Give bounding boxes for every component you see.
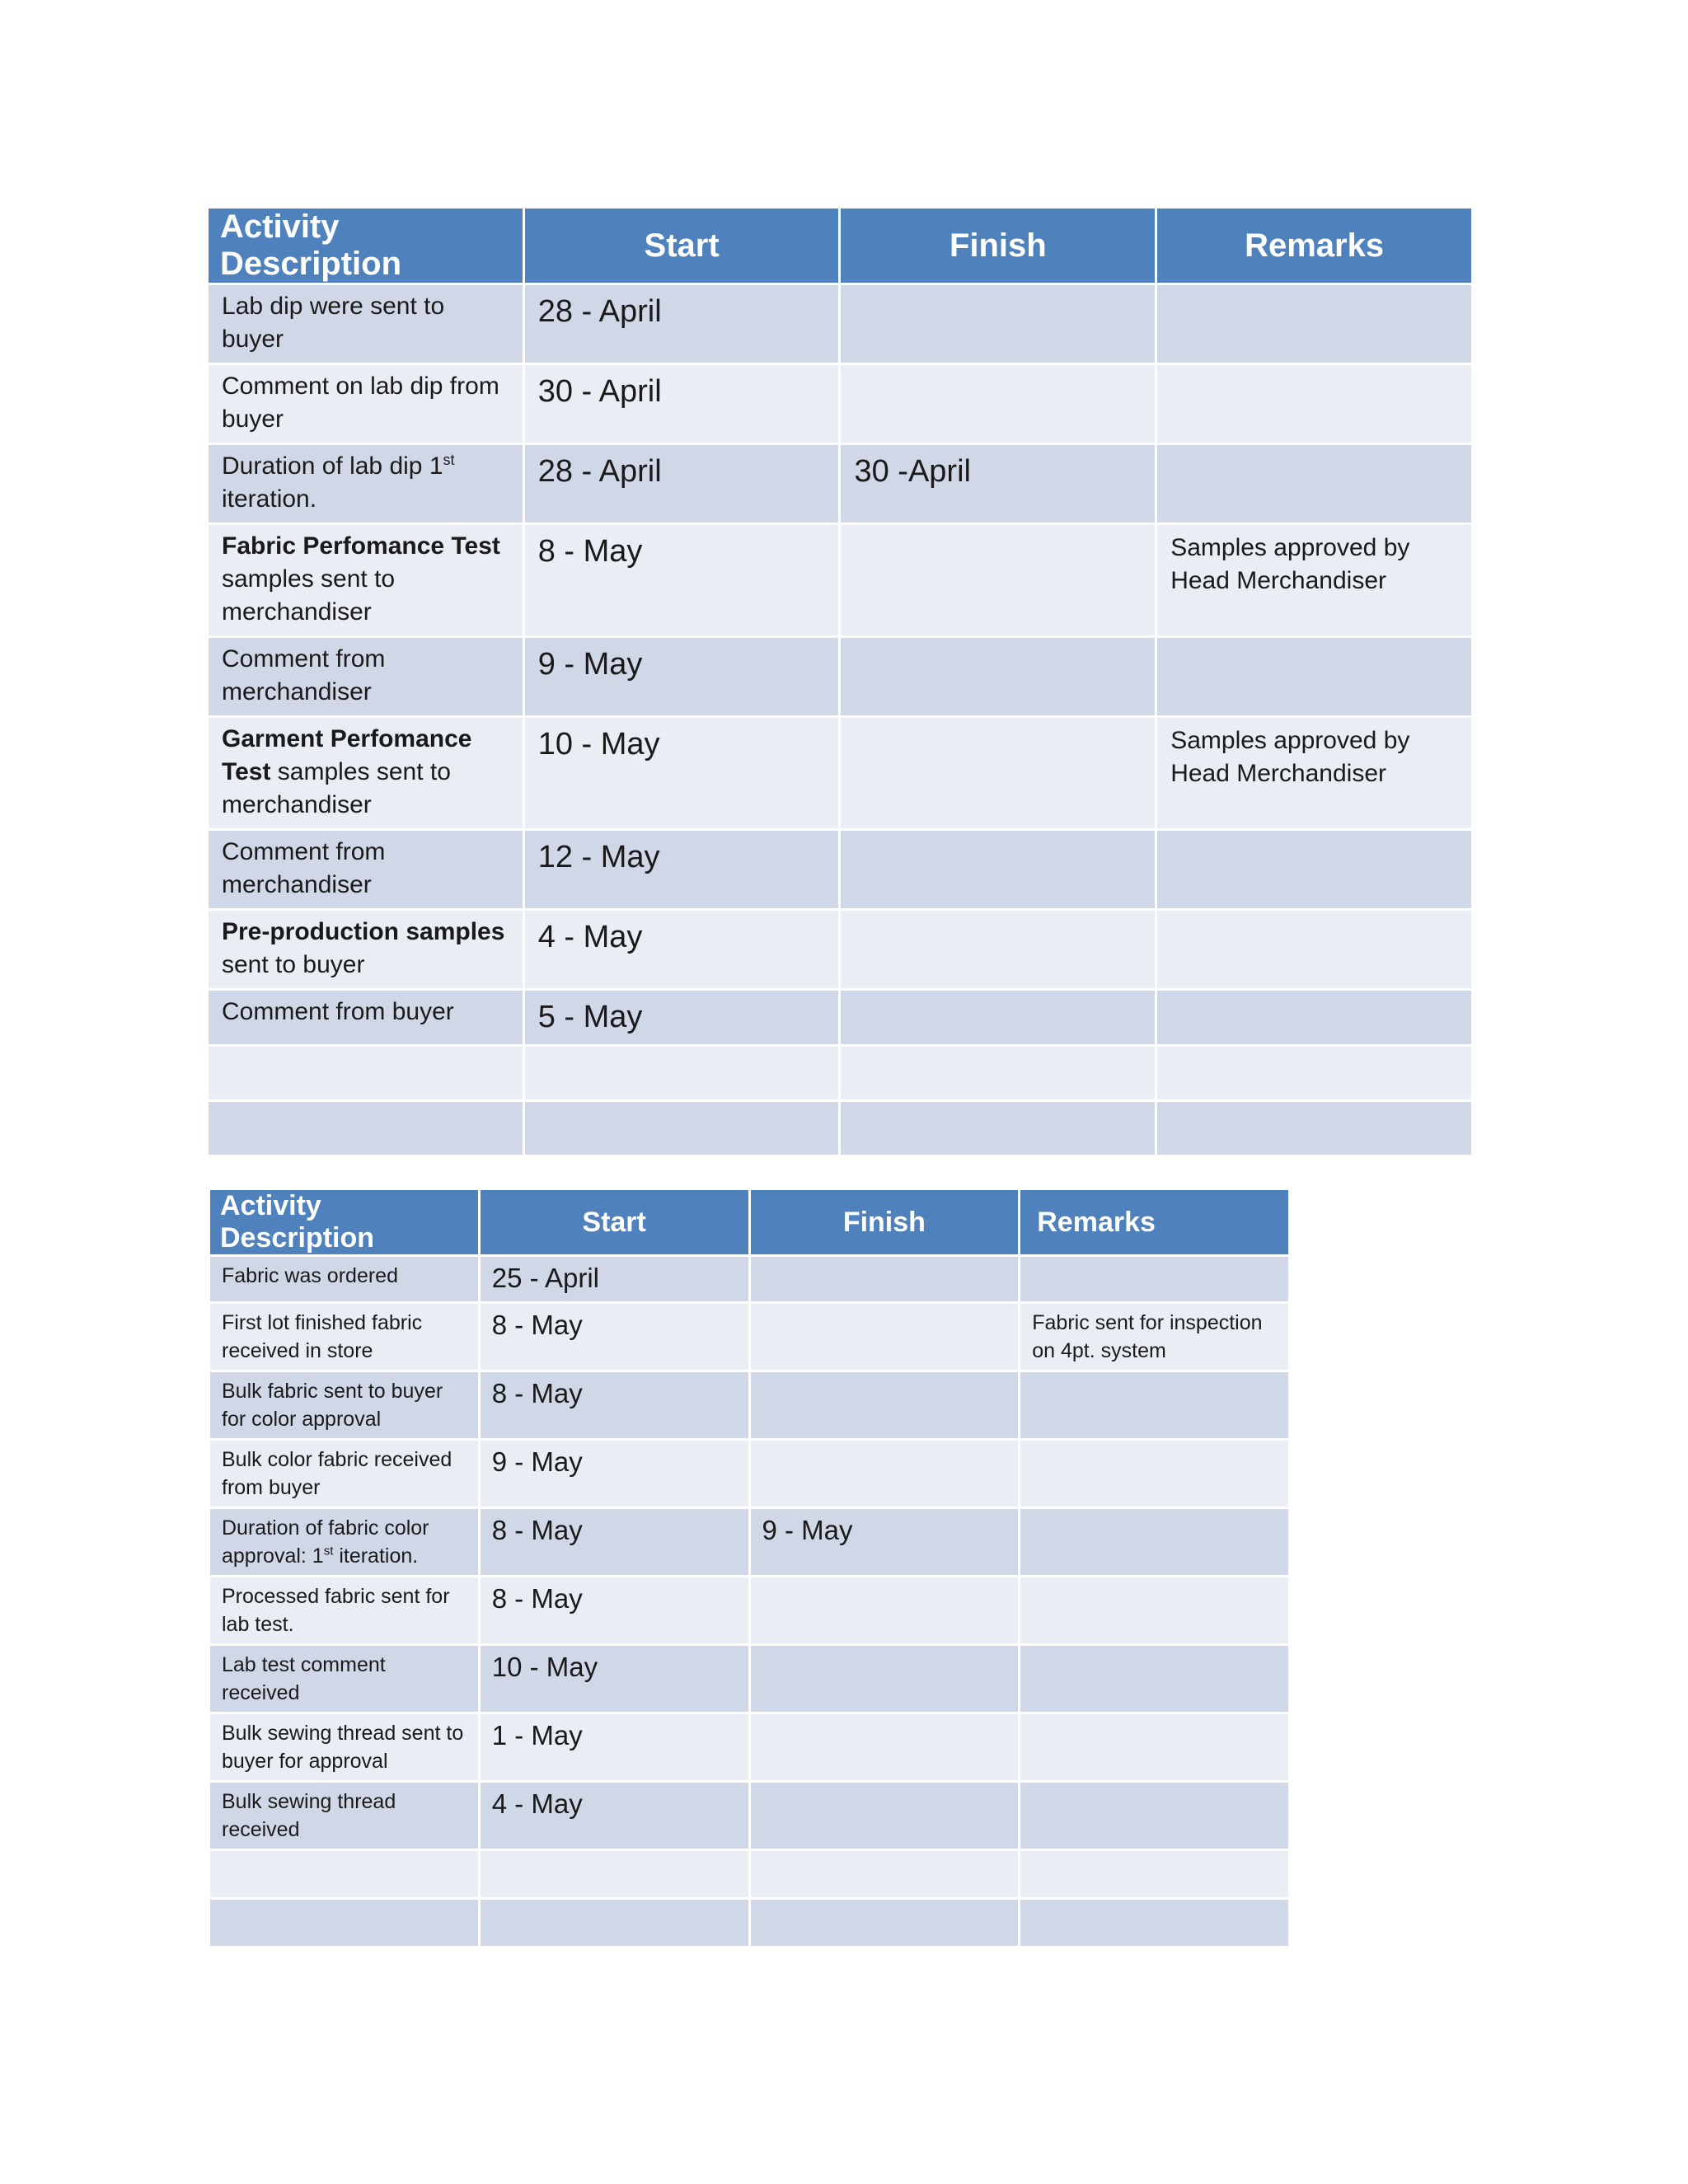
column-header-start: Start [525, 209, 839, 283]
start-cell: 10 - May [525, 718, 839, 828]
finish-cell [841, 831, 1155, 908]
activity-cell [210, 1714, 478, 1780]
finish-cell [751, 1304, 1019, 1370]
activity-cell [209, 911, 523, 988]
remarks-cell [1157, 991, 1471, 1044]
activity-text: Bulk color fabric received from buyer [222, 1448, 452, 1499]
start-cell: 25 - April [481, 1257, 748, 1301]
activity-text: Duration of fabric color approval: 1 [222, 1516, 429, 1568]
finish-cell [751, 1577, 1019, 1643]
table-row [209, 991, 1471, 1044]
column-header-finish: Finish [751, 1190, 1019, 1254]
activity-cell [210, 1441, 478, 1507]
table-row [209, 525, 1471, 635]
table-row [210, 1257, 1288, 1301]
activity-cell [210, 1783, 478, 1849]
start-cell: 5 - May [525, 991, 839, 1044]
column-header-start: Start [481, 1190, 748, 1254]
activity-text: Bulk sewing thread received [222, 1790, 396, 1841]
column-header-activity: Activity Description [209, 209, 523, 283]
activity-text: Lab dip were sent to buyer [222, 293, 445, 353]
activity-text: Comment from merchandiser [222, 645, 386, 705]
table-row [210, 1304, 1288, 1370]
table-row [210, 1714, 1288, 1780]
finish-cell: 30 -April [841, 445, 1155, 523]
empty-cell [1157, 1047, 1471, 1099]
activity-cell [209, 638, 523, 715]
empty-row [209, 1047, 1471, 1099]
empty-cell [841, 1047, 1155, 1099]
finish-cell [841, 638, 1155, 715]
table-row [209, 831, 1471, 908]
activity-bold-text: Fabric Perfomance Test [222, 532, 500, 560]
remarks-cell [1020, 1257, 1288, 1301]
finish-cell [751, 1441, 1019, 1507]
empty-cell [209, 1102, 523, 1155]
finish-cell [751, 1372, 1019, 1438]
start-cell: 8 - May [481, 1304, 748, 1370]
finish-cell [841, 285, 1155, 363]
table-row [209, 638, 1471, 715]
finish-cell [841, 911, 1155, 988]
start-cell: 12 - May [525, 831, 839, 908]
remarks-cell [1020, 1783, 1288, 1849]
start-cell: 9 - May [481, 1441, 748, 1507]
activity-cell [209, 831, 523, 908]
activity-text: Comment on lab dip from buyer [222, 373, 499, 433]
table-row [209, 718, 1471, 828]
empty-row [209, 1102, 1471, 1155]
start-cell: 28 - April [525, 445, 839, 523]
activity-text: Bulk sewing thread sent to buyer for approval [222, 1722, 464, 1773]
empty-row [210, 1851, 1288, 1897]
empty-cell [1020, 1851, 1288, 1897]
activity-bold-text: Pre-production samples [222, 918, 505, 945]
header-row [209, 209, 1471, 283]
table-row [210, 1783, 1288, 1849]
table-row [210, 1372, 1288, 1438]
empty-cell [210, 1851, 478, 1897]
remarks-cell [1157, 285, 1471, 363]
activity-cell [209, 285, 523, 363]
activity-cell [210, 1509, 478, 1575]
activity-cell [209, 718, 523, 828]
empty-cell [1157, 1102, 1471, 1155]
remarks-cell: Samples approved by Head Merchandiser [1157, 718, 1471, 828]
remarks-cell: Fabric sent for inspection on 4pt. system [1020, 1304, 1288, 1370]
activity-text: Bulk fabric sent to buyer for color approval [222, 1380, 443, 1431]
start-cell: 9 - May [525, 638, 839, 715]
remarks-cell [1020, 1714, 1288, 1780]
start-cell: 8 - May [525, 525, 839, 635]
activity-text: Fabric was ordered [222, 1264, 398, 1287]
start-cell: 28 - April [525, 285, 839, 363]
remarks-cell [1020, 1372, 1288, 1438]
column-header-activity: Activity Description [210, 1190, 478, 1254]
activity-text: samples sent to merchandiser [222, 758, 451, 818]
remarks-cell [1020, 1441, 1288, 1507]
finish-cell [751, 1783, 1019, 1849]
table-row [210, 1646, 1288, 1712]
activity-cell [210, 1372, 478, 1438]
column-header-remarks: Remarks [1157, 209, 1471, 283]
table-row [209, 365, 1471, 443]
empty-cell [481, 1851, 748, 1897]
empty-cell [841, 1102, 1155, 1155]
table-row [210, 1441, 1288, 1507]
activity-text-continued: iteration. [222, 485, 317, 513]
empty-cell [481, 1900, 748, 1946]
activity-text: Comment from buyer [222, 998, 454, 1025]
remarks-cell [1020, 1577, 1288, 1643]
remarks-cell [1157, 831, 1471, 908]
start-cell: 4 - May [481, 1783, 748, 1849]
remarks-cell [1020, 1509, 1288, 1575]
empty-cell [751, 1900, 1019, 1946]
start-cell: 8 - May [481, 1509, 748, 1575]
activity-text-continued: iteration. [333, 1544, 419, 1568]
empty-cell [525, 1047, 839, 1099]
finish-cell [751, 1714, 1019, 1780]
remarks-cell [1020, 1646, 1288, 1712]
finish-cell [841, 365, 1155, 443]
column-header-finish: Finish [841, 209, 1155, 283]
remarks-cell: Samples approved by Head Merchandiser [1157, 525, 1471, 635]
empty-cell [525, 1102, 839, 1155]
finish-cell [841, 525, 1155, 635]
empty-cell [210, 1900, 478, 1946]
activity-cell [209, 991, 523, 1044]
activity-bold-text: Garment Perfomance Test [222, 725, 472, 785]
column-header-remarks: Remarks [1020, 1190, 1288, 1254]
empty-cell [751, 1851, 1019, 1897]
ordinal-superscript: st [323, 1544, 334, 1558]
table-row [210, 1509, 1288, 1575]
activity-cell [210, 1304, 478, 1370]
finish-cell [751, 1646, 1019, 1712]
start-cell: 8 - May [481, 1577, 748, 1643]
activity-cell [209, 365, 523, 443]
activity-text: samples sent to merchandiser [222, 565, 396, 626]
table-row [209, 285, 1471, 363]
start-cell: 30 - April [525, 365, 839, 443]
activity-cell [209, 445, 523, 523]
finish-cell [841, 718, 1155, 828]
finish-cell: 9 - May [751, 1509, 1019, 1575]
activity-table-2 [208, 1188, 1291, 1948]
remarks-cell [1157, 638, 1471, 715]
activity-cell [210, 1646, 478, 1712]
start-cell: 8 - May [481, 1372, 748, 1438]
activity-text: Comment from merchandiser [222, 838, 386, 898]
empty-cell [1020, 1900, 1288, 1946]
finish-cell [751, 1257, 1019, 1301]
ordinal-superscript: st [443, 452, 455, 468]
activity-text: Processed fabric sent for lab test. [222, 1585, 450, 1636]
activity-table-1 [206, 206, 1474, 1157]
activity-cell [210, 1257, 478, 1301]
activity-cell [209, 525, 523, 635]
table-row [209, 445, 1471, 523]
remarks-cell [1157, 365, 1471, 443]
activity-text: Lab test comment received [222, 1653, 386, 1704]
remarks-cell [1157, 911, 1471, 988]
header-row [210, 1190, 1288, 1254]
table-row [209, 911, 1471, 988]
empty-row [210, 1900, 1288, 1946]
activity-cell [210, 1577, 478, 1643]
start-cell: 10 - May [481, 1646, 748, 1712]
empty-cell [209, 1047, 523, 1099]
start-cell: 4 - May [525, 911, 839, 988]
activity-text: First lot finished fabric received in store [222, 1311, 423, 1362]
remarks-cell [1157, 445, 1471, 523]
start-cell: 1 - May [481, 1714, 748, 1780]
activity-text: sent to buyer [222, 951, 365, 978]
finish-cell [841, 991, 1155, 1044]
activity-text: Duration of lab dip 1 [222, 452, 443, 480]
table-row [210, 1577, 1288, 1643]
